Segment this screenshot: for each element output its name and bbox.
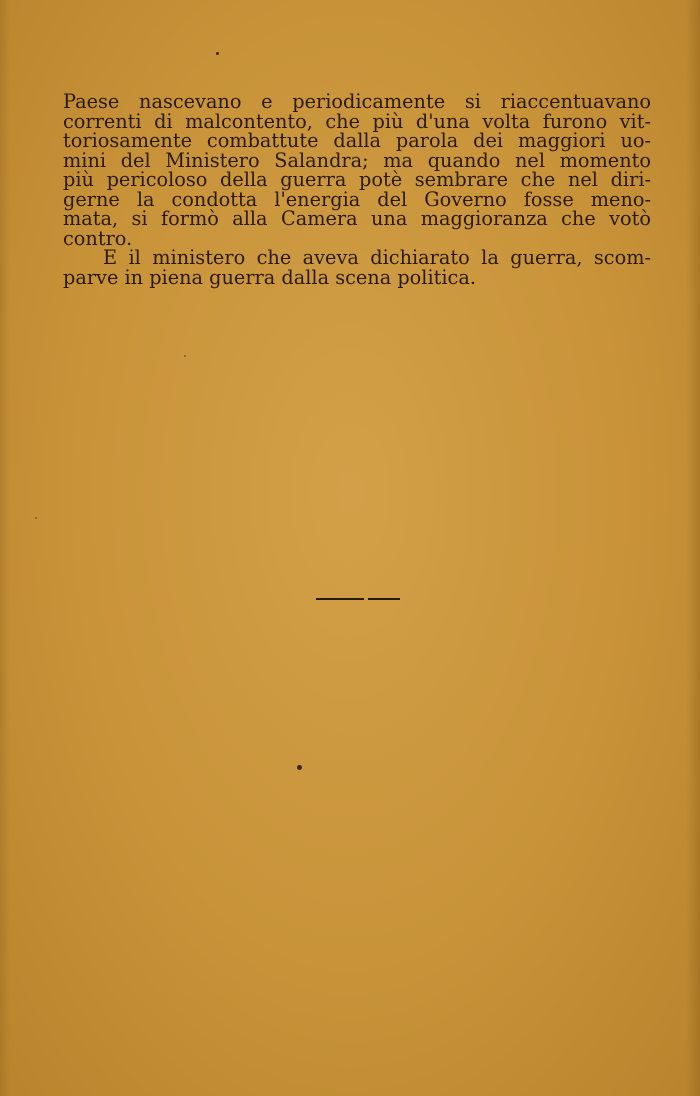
text-line: correnti di malcontento, che più d'una volta furono vit- bbox=[63, 109, 651, 133]
page-left-edge-shadow bbox=[0, 0, 10, 1096]
page-right-edge-shadow bbox=[686, 0, 700, 1096]
rule-segment bbox=[316, 598, 364, 600]
text-line: più pericoloso della guerra potè sembrare che nel diri- bbox=[63, 168, 651, 191]
ink-speck bbox=[297, 765, 302, 770]
text-line: mata, si formò alla Camera una maggioranza che votò bbox=[63, 207, 651, 230]
ink-speck bbox=[216, 52, 219, 55]
body-text bbox=[63, 92, 651, 287]
section-end-rule bbox=[316, 598, 400, 601]
rule-segment bbox=[368, 598, 400, 600]
paragraph-start-line: E il ministero che aveva dichiarato la guerra, scom- bbox=[103, 246, 651, 269]
text-line: parve in piena guerra dalla scena politica. bbox=[63, 265, 476, 289]
text-line: Paese nascevano e periodicamente si riaccentuavano bbox=[63, 90, 651, 113]
text-line: mini del Ministero Salandra; ma quando nel momento bbox=[63, 148, 651, 172]
text-line: toriosamente combattute dalla parola dei maggiori uo- bbox=[63, 129, 651, 152]
text-line: gerne la condotta l'energia del Governo fosse meno- bbox=[63, 187, 651, 211]
text-line: contro. bbox=[63, 226, 133, 250]
ink-speck bbox=[184, 355, 186, 357]
ink-speck bbox=[35, 517, 37, 519]
